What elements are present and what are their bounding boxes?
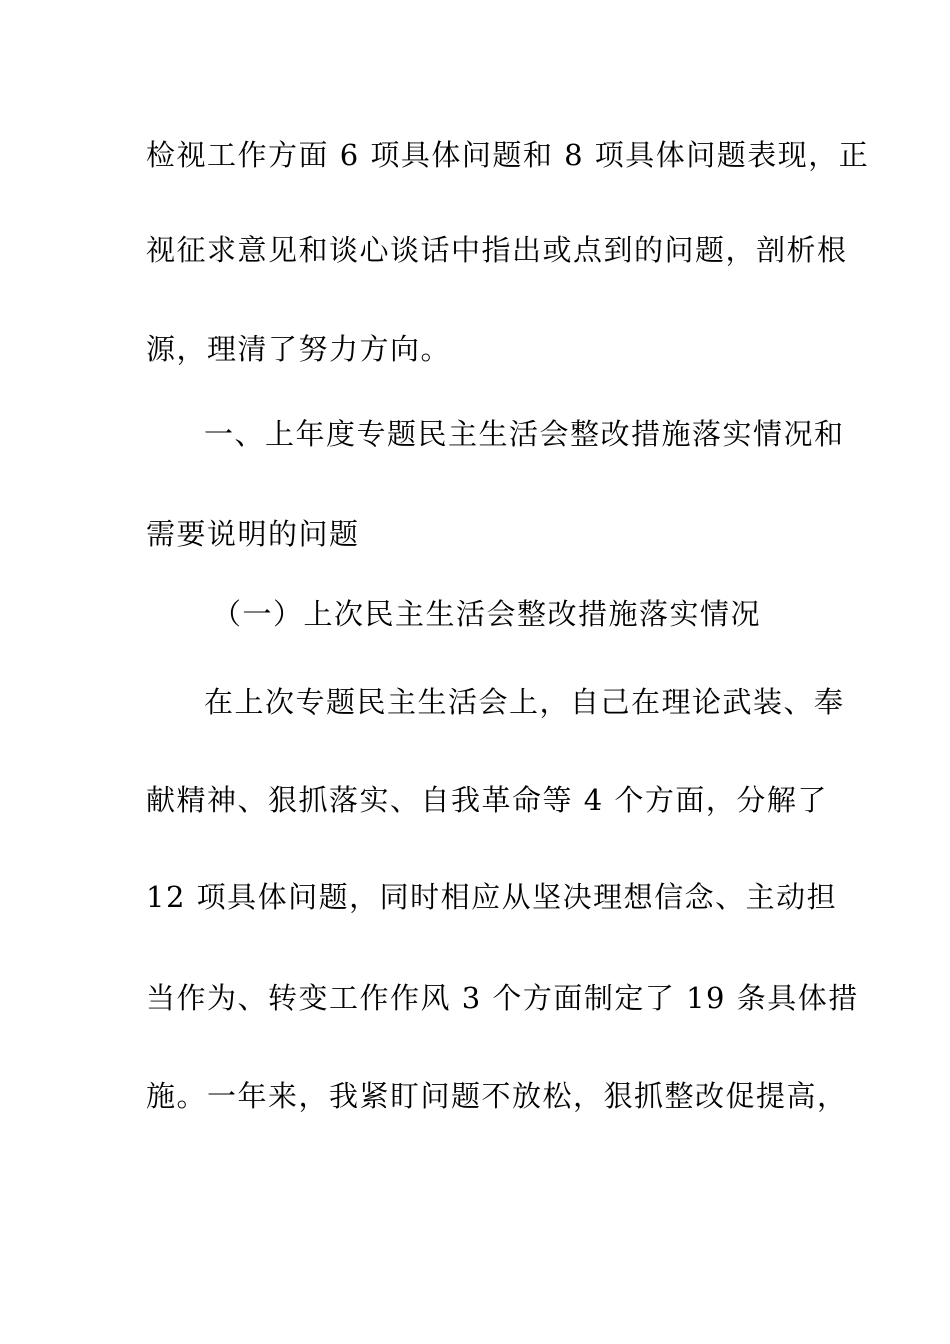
body-text-line: 献精神、狠抓落实、自我革命等 4 个方面，分解了	[146, 783, 828, 817]
section-heading-line: 需要说明的问题	[146, 517, 360, 551]
body-text-line: 源，理清了努力方向。	[146, 332, 452, 366]
section-heading-line: 一、上年度专题民主生活会整改措施落实情况和	[204, 417, 845, 451]
body-text-line: 12 项具体问题，同时相应从坚决理想信念、主动担	[146, 880, 838, 914]
subsection-heading: （一）上次民主生活会整改措施落实情况	[212, 597, 762, 631]
body-text-line: 检视工作方面 6 项具体问题和 8 项具体问题表现，正	[146, 138, 870, 172]
body-text-line: 视征求意见和谈心谈话中指出或点到的问题，剖析根	[146, 233, 848, 267]
body-text-line: 在上次专题民主生活会上，自己在理论武装、奉	[204, 685, 845, 719]
body-text-line: 施。一年来，我紧盯问题不放松，狠抓整改促提高，	[146, 1079, 848, 1113]
body-text-line: 当作为、转变工作作风 3 个方面制定了 19 条具体措	[146, 981, 859, 1015]
